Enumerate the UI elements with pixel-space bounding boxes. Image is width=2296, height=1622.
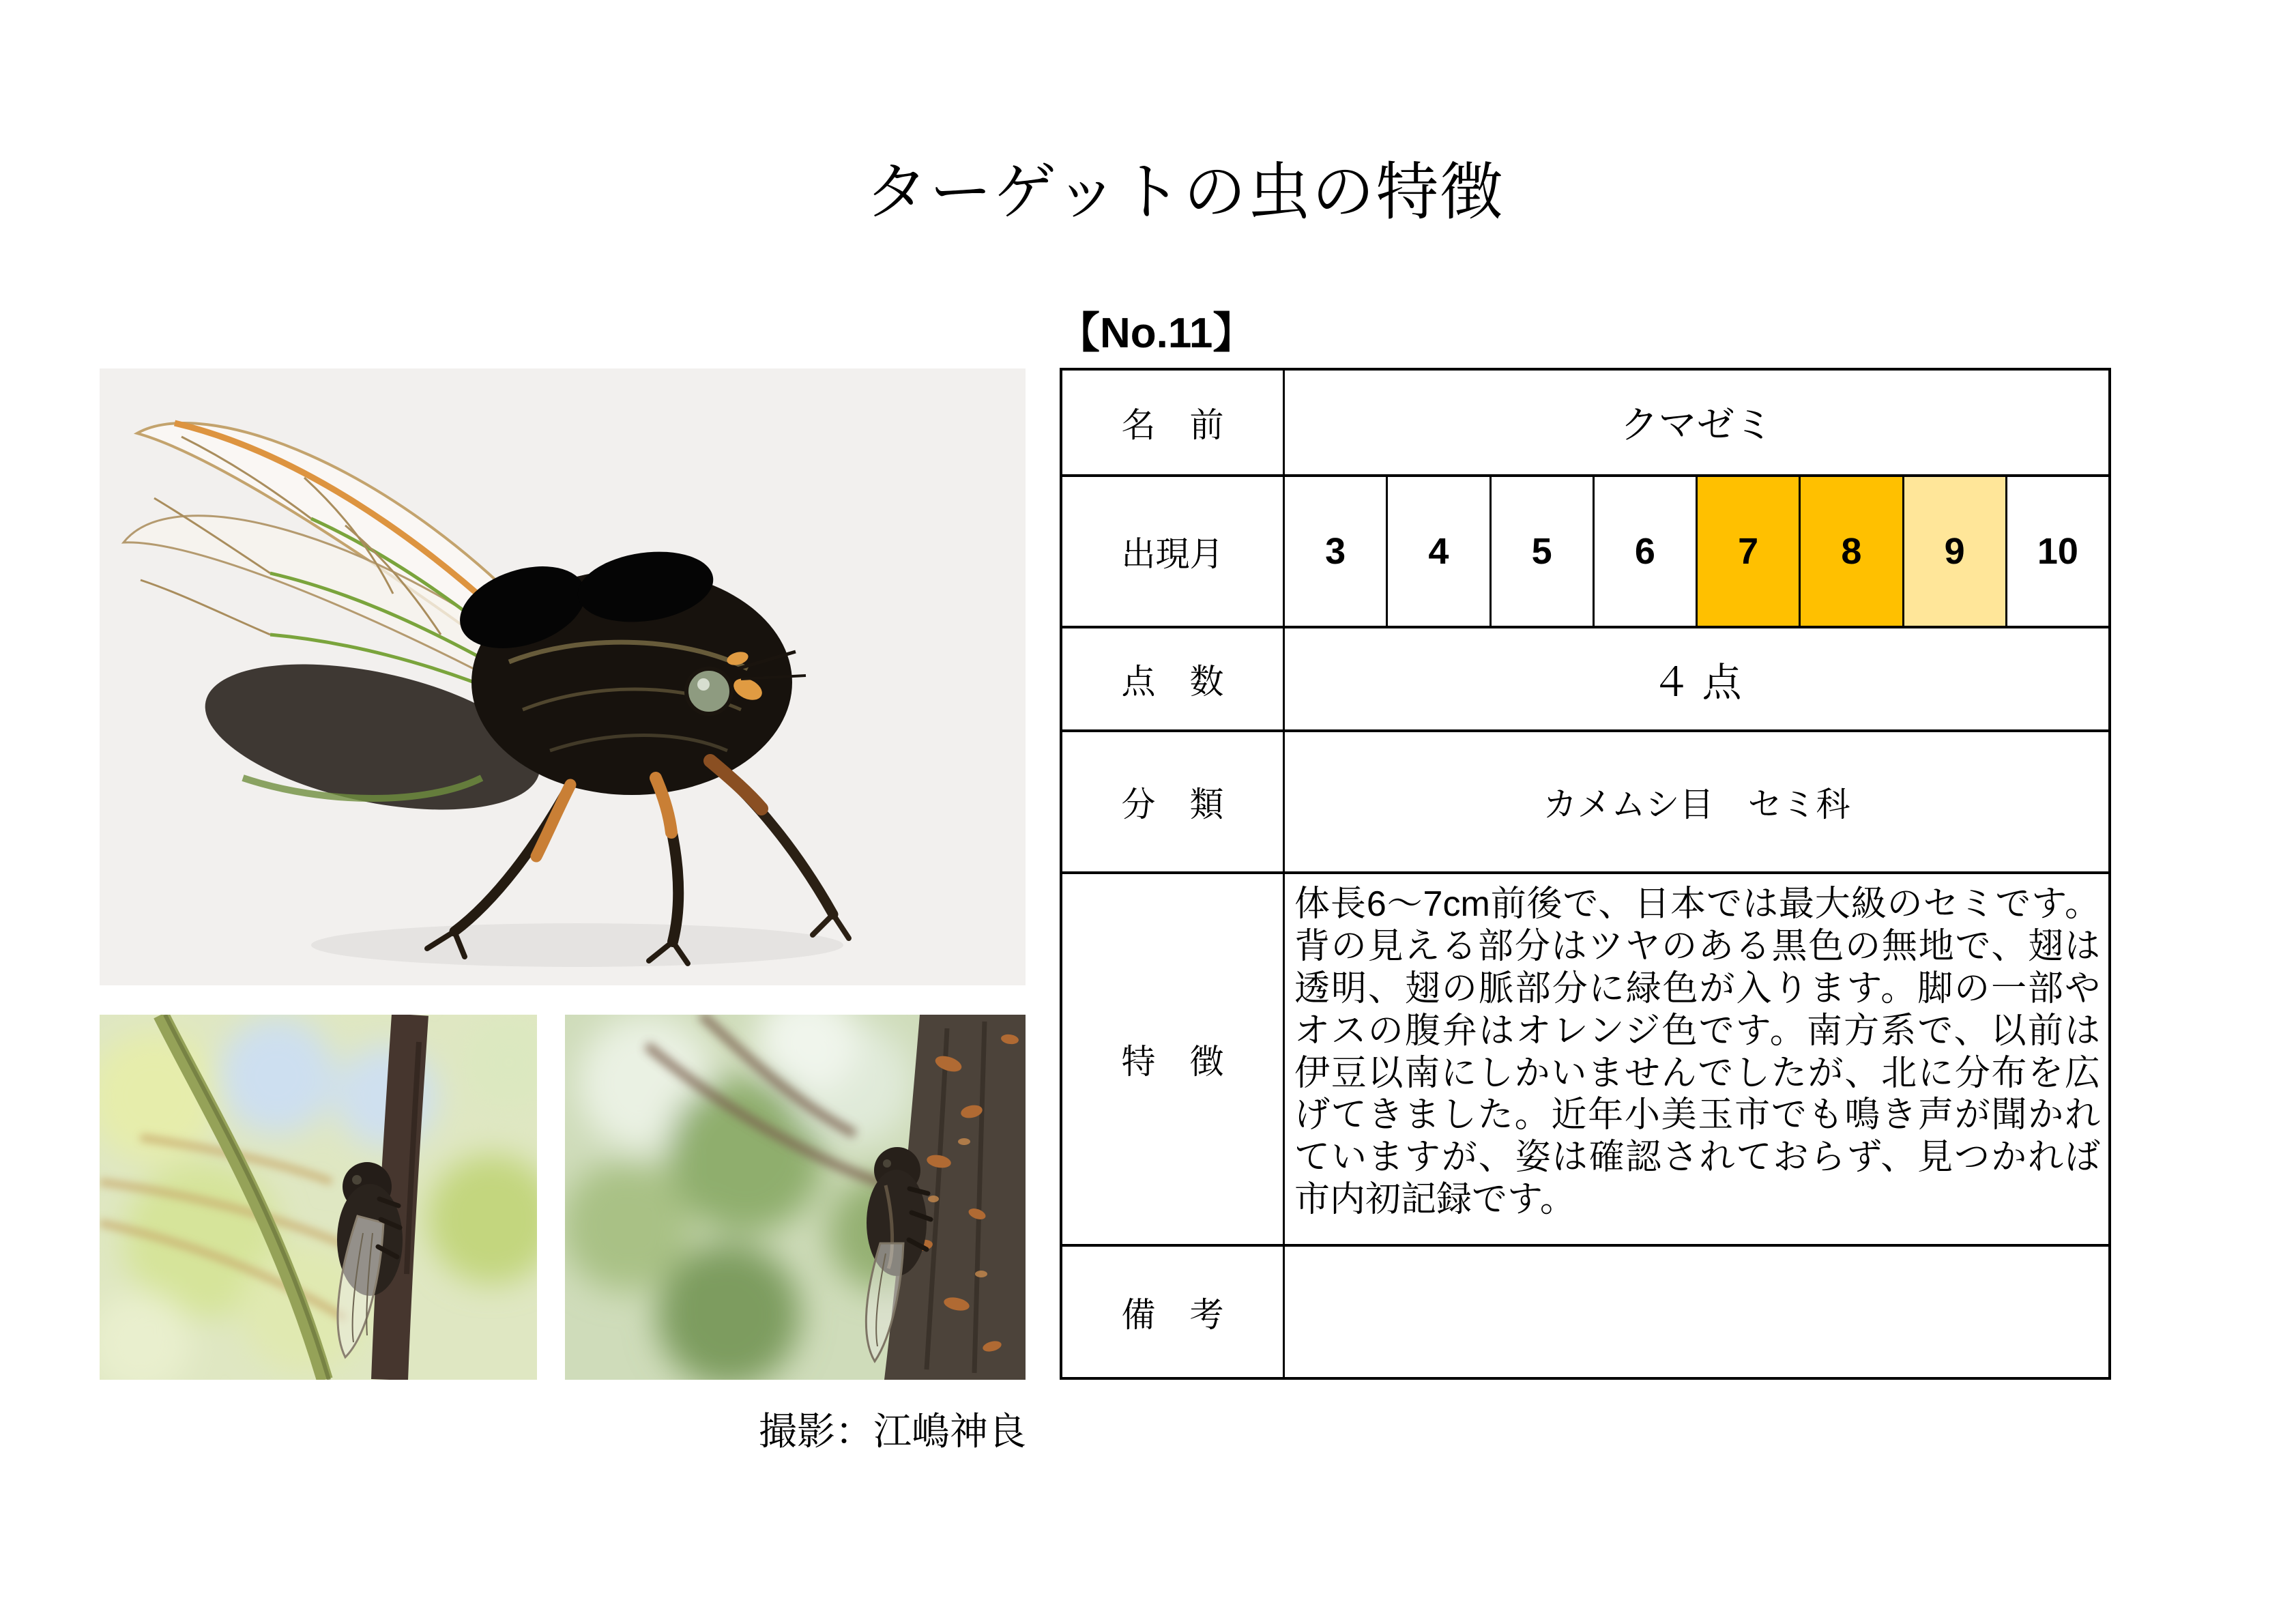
- main-cicada-photo: [100, 368, 1026, 985]
- month-cell-5: 5: [1490, 477, 1593, 626]
- month-cell-3: 3: [1285, 477, 1386, 626]
- row-name: [1062, 371, 2108, 474]
- month-cell-7: 7: [1696, 477, 1799, 626]
- features-value-cell: 体長6～7cm前後で、日本では最大級のセミです。背の見える部分はツヤのある黒色の無地で、翅は透明、翅の脈部分に緑色が入ります。脚の一部やオスの腹弁はオレンジ色です。南方系で、以前は伊豆以南にしかいませんでしたが、北に分布を広げてきました。近年小美玉市でも鳴き声が聞かれていますが、姿は確認されておらず、見つかれば市内初記録です。: [1294, 884, 2100, 1220]
- remarks-value-cell: [1285, 1247, 2108, 1377]
- months-cells: [1285, 477, 2108, 626]
- month-cell-6: 6: [1593, 477, 1696, 626]
- name-label-cell: 名 前: [1062, 371, 1285, 474]
- month-cell-8: 8: [1799, 477, 1902, 626]
- dark-branch: [390, 1015, 410, 1380]
- row-remarks: [1062, 1244, 2108, 1377]
- points-value-cell: ４ 点: [1651, 661, 1742, 705]
- trunk-cicada-illustration: [565, 1015, 1026, 1380]
- card-number: 【No.11】: [1058, 310, 1255, 357]
- row-points: [1062, 626, 2108, 729]
- page-title: ターゲットの虫の特徴: [865, 158, 1505, 227]
- trunk-cicada-photo: [565, 1015, 1026, 1380]
- month-cell-9: 9: [1902, 477, 2005, 626]
- points-label-cell: 点 数: [1062, 628, 1285, 729]
- cicada-side-illustration: [100, 368, 1026, 985]
- classification-label-cell: 分 類: [1062, 732, 1285, 871]
- branch-cicada-illustration: [100, 1015, 537, 1380]
- branch-cicada-photo: [100, 1015, 537, 1380]
- features-label-cell: 特 徴: [1062, 874, 1285, 1244]
- remarks-label-cell: 備 考: [1062, 1247, 1285, 1377]
- row-classification: [1062, 729, 2108, 871]
- row-features: [1062, 871, 2108, 1244]
- row-months: [1062, 474, 2108, 626]
- month-cell-4: 4: [1386, 477, 1489, 626]
- months-label-cell: 出現月: [1062, 477, 1285, 626]
- insect-info-table: [1060, 368, 2111, 1380]
- photo-credit: 撮影：江嶋神良: [759, 1410, 1026, 1453]
- name-value-cell: クマゼミ: [1620, 403, 1773, 446]
- month-cell-10: 10: [2005, 477, 2108, 626]
- classification-value-cell: カメムシ目 セミ科: [1543, 785, 1850, 824]
